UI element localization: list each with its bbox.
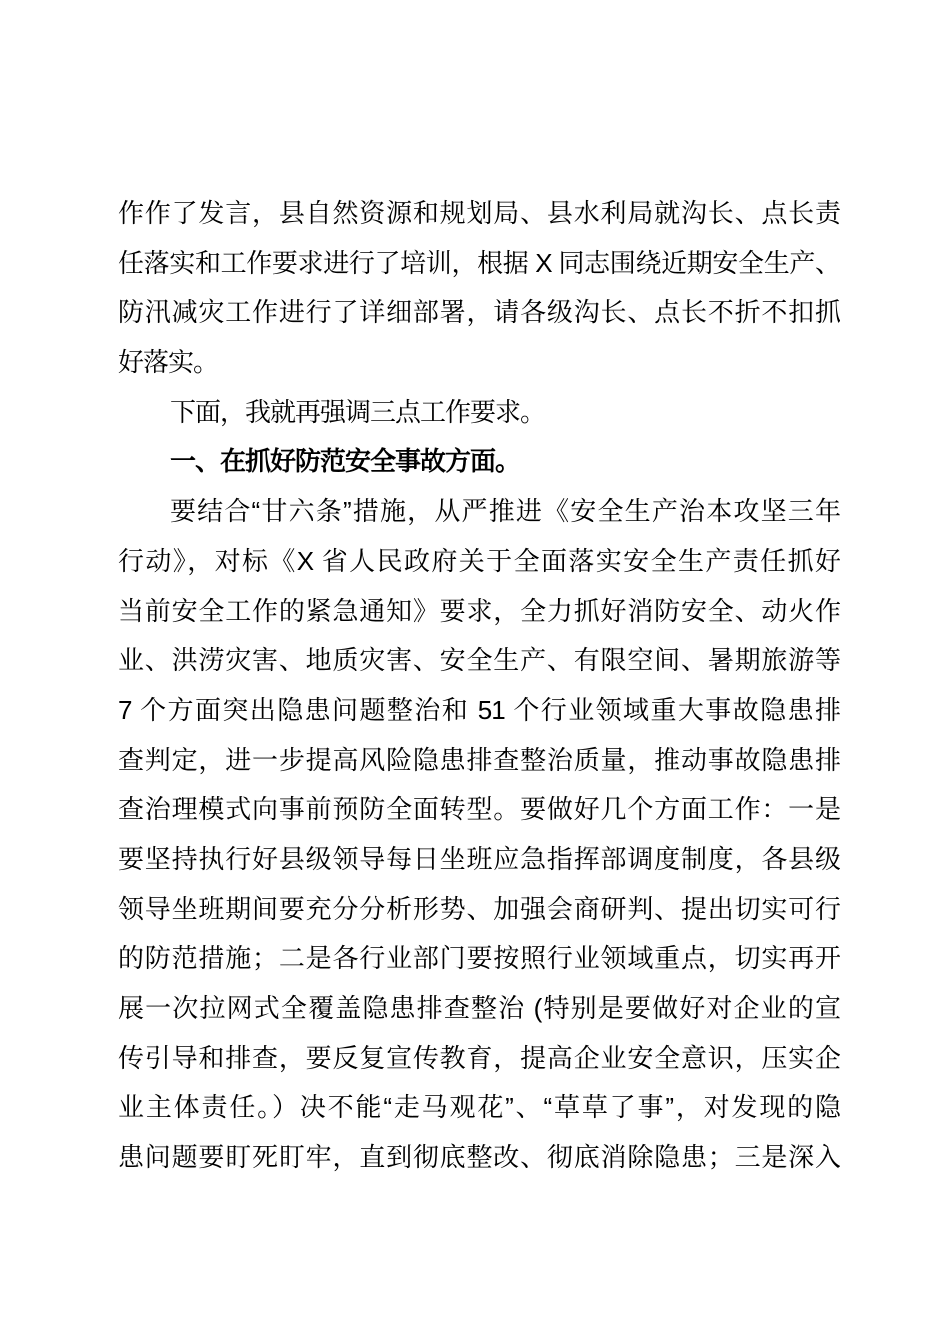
- text-line: 查治理模式向事前预防全面转型。要做好几个方面工作：一是: [118, 794, 840, 825]
- text-line: 好落实。: [118, 347, 219, 378]
- text-line: 防汛减灾工作进行了详细部署，请各级沟长、点长不折不扣抓: [118, 297, 840, 328]
- text-line: 展一次拉网式全覆盖隐患排查整治 (特别是要做好对企业的宣: [118, 993, 840, 1023]
- text-line: 作作了发言，县自然资源和规划局、县水利局就沟长、点长责: [118, 198, 840, 228]
- text-line: 查判定，进一步提高风险隐患排查整治质量，推动事故隐患排: [118, 744, 840, 775]
- text-line: 传引导和排查，要反复宣传教育，提高企业安全意识，压实企: [118, 1042, 840, 1073]
- text-line: 的防范措施；二是各行业部门要按照行业领域重点，切实再开: [118, 943, 840, 974]
- text-line: 业、洪涝灾害、地质灾害、安全生产、有限空间、暑期旅游等: [118, 645, 840, 676]
- text-line: 要结合“甘六条”措施，从严推进《安全生产治本攻坚三年: [170, 496, 840, 527]
- section-heading-text: 一、在抓好防范安全事故方面。: [170, 446, 521, 477]
- paragraph-section-1-body: [118, 487, 840, 1183]
- paragraph-transition: [118, 388, 840, 438]
- text-line: 下面，我就再强调三点工作要求。: [170, 396, 546, 427]
- text-line: 要坚持执行好县级领导每日坐班应急指挥部调度制度，各县级: [118, 843, 840, 874]
- text-line: 业主体责任。）决不能“走马观花”、“草草了事”，对发现的隐: [118, 1092, 840, 1123]
- document-page: [118, 189, 840, 1183]
- text-line: 7 个方面突出隐患问题整治和 51 个行业领域重大事故隐患排: [118, 694, 840, 725]
- text-line: 任落实和工作要求进行了培训，根据 X 同志围绕近期安全生产、: [118, 247, 840, 278]
- text-line: 当前安全工作的紧急通知》要求，全力抓好消防安全、动火作: [118, 595, 840, 626]
- text-line: 患问题要盯死盯牢，直到彻底整改、彻底消除隐患；三是深入: [118, 1142, 840, 1173]
- text-line: 领导坐班期间要充分分析形势、加强会商研判、提出切实可行: [118, 893, 840, 924]
- text-line: 行动》，对标《X 省人民政府关于全面落实安全生产责任抓好: [118, 545, 840, 576]
- section-heading-1: [118, 437, 840, 487]
- paragraph-opening: [118, 189, 840, 388]
